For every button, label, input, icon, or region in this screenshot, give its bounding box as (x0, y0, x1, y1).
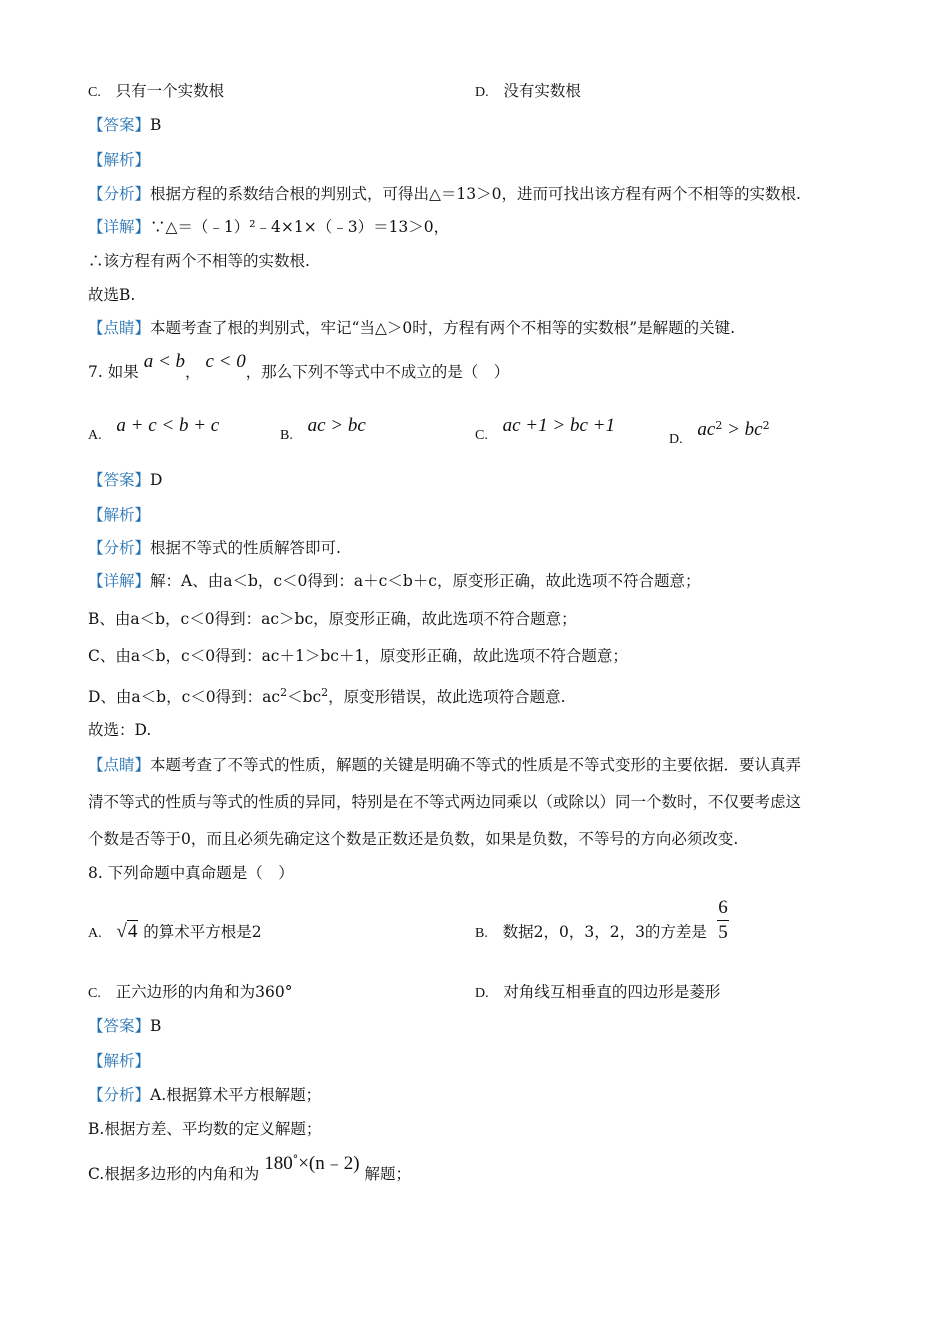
math-180: 180 (264, 1153, 293, 1175)
q8-line-c (88, 1153, 412, 1184)
q7-option-c (475, 415, 615, 443)
answer-tag: 【答案】 (88, 116, 151, 134)
option-letter: D. (475, 85, 489, 100)
q7-dianjing-1 (88, 755, 801, 775)
q7-line-c: C、由a＜b，c＜0得到：ac＋1＞bc＋1，原变形正确，故此选项不符合题意； (88, 647, 628, 665)
line-c-post: 解题； (364, 1165, 412, 1184)
option-text: 正六边形的内角和为360° (115, 983, 293, 1001)
fraction-bar (717, 920, 729, 921)
analysis-tag: 【解析】 (88, 151, 151, 169)
xiangjie-text: 解：A、由a＜b，c＜0得到：a＋c＜b＋c，原变形正确，故此选项不符合题意； (150, 572, 701, 590)
option-letter: C. (88, 986, 101, 1001)
q8-option-a (88, 922, 262, 944)
option-text: 只有一个实数根 (115, 82, 225, 100)
q8-option-d (475, 982, 720, 1004)
xiangjie-tag: 【详解】 (88, 218, 151, 236)
answer-value: B (150, 1017, 162, 1035)
q6-xiangjie (88, 217, 449, 237)
option-expr-b: > bc (722, 419, 763, 441)
q7-dianjing-2: 清不等式的性质与等式的性质的异同，特别是在不等式两边同乘以（或除以）同一个数时，不仅要考虑这 (88, 793, 802, 811)
option-expr: a + c < b + c (116, 415, 220, 436)
line-d-c: ，原变形错误，故此选项符合题意. (328, 688, 566, 707)
line-d-b: ＜bc (287, 688, 322, 707)
exponent: 2 (321, 686, 329, 699)
q7-stem (88, 351, 510, 382)
q6-fenxi (88, 184, 801, 204)
fenxi-tag: 【分析】 (88, 185, 151, 203)
sqrt-symbol: √ (116, 921, 127, 942)
answer-tag: 【答案】 (88, 1017, 151, 1035)
option-letter: D. (669, 432, 683, 448)
q8-answer (88, 1016, 161, 1036)
exponent: 2 (715, 419, 723, 432)
q8-line-b: B.根据方差、平均数的定义解题； (88, 1120, 322, 1138)
exponent: 2 (280, 686, 288, 699)
option-letter: B. (475, 926, 488, 941)
q7-option-d (669, 416, 770, 448)
q6-option-d (475, 81, 581, 103)
q6-conclusion: ∴该方程有两个不相等的实数根. (88, 252, 310, 270)
option-letter: C. (88, 85, 101, 100)
dianjing-tag: 【点睛】 (88, 319, 151, 337)
degree-symbol: ° (292, 1153, 299, 1166)
option-expr: ac > bc (307, 415, 366, 436)
question-number: 7. (88, 363, 103, 381)
dianjing-tag: 【点睛】 (88, 756, 151, 774)
answer-tag: 【答案】 (88, 471, 151, 489)
q8-fraction (717, 898, 729, 943)
fenxi-text: 根据方程的系数结合根的判别式，可得出△＝13＞0，进而可找出该方程有两个不相等的实数根. (150, 185, 801, 203)
math-rest: ×(n﹣2) (298, 1153, 360, 1175)
answer-value: B (150, 116, 162, 134)
option-letter: D. (475, 986, 489, 1001)
q8-option-b (475, 922, 707, 944)
q7-option-b (280, 415, 366, 443)
dianjing-text: 本题考查了不等式的性质，解题的关键是明确不等式的性质是不等式变形的主要依据．要认真弄 (150, 756, 802, 774)
fraction-denominator: 5 (718, 922, 728, 943)
q8-fenxi (88, 1085, 321, 1105)
fenxi-tag: 【分析】 (88, 1086, 151, 1104)
analysis-tag: 【解析】 (88, 1052, 151, 1070)
q7-choose: 故选：D. (88, 721, 152, 739)
stem-pre: 如果 (107, 363, 139, 381)
condition-1: a < b (143, 351, 186, 372)
option-text: 的算术平方根是2 (143, 923, 262, 941)
option-text: 对角线互相垂直的四边形是菱形 (503, 983, 721, 1001)
stem-text: 下列命题中真命题是（ ） (107, 864, 294, 882)
fenxi-text: 根据不等式的性质解答即可. (150, 539, 341, 557)
q7-dianjing-3: 个数是否等于0，而且必须先确定这个数是正数还是负数，如果是负数，不等号的方向必须改变. (88, 830, 739, 848)
option-letter: C. (475, 428, 488, 443)
q7-line-b: B、由a＜b，c＜0得到：ac＞bc，原变形正确，故此选项不符合题意； (88, 610, 577, 628)
stem-post: ，那么下列不等式中不成立的是（ ） (245, 363, 510, 381)
q8-option-c (88, 982, 292, 1004)
fenxi-text: A.根据算术平方根解题； (150, 1086, 322, 1104)
q6-choose: 故选B. (88, 286, 136, 304)
q7-answer (88, 470, 162, 490)
q8-analysis-heading (88, 1051, 150, 1071)
radicand: 4 (127, 921, 138, 942)
q7-analysis-heading (88, 505, 150, 525)
dianjing-text: 本题考查了根的判别式，牢记“当△＞0时，方程有两个不相等的实数根”是解题的关键. (150, 319, 736, 337)
option-expr: ac +1 > bc +1 (502, 415, 615, 436)
separator: ， (185, 363, 201, 381)
exponent: 2 (762, 419, 770, 432)
q6-option-c (88, 81, 224, 103)
xiangjie-tag: 【详解】 (88, 572, 151, 590)
option-letter: A. (88, 926, 102, 941)
q7-xiangjie (88, 571, 700, 591)
question-number: 8. (88, 864, 103, 882)
option-letter: A. (88, 428, 102, 443)
q7-fenxi (88, 538, 341, 558)
option-letter: B. (280, 428, 293, 443)
line-c-pre: C.根据多边形的内角和为 (88, 1165, 260, 1184)
q8-stem (88, 863, 294, 883)
xiangjie-text: ∵△＝（﹣1）²﹣4×1×（﹣3）＝13＞0， (150, 218, 450, 236)
answer-value: D (150, 471, 163, 489)
fraction-numerator: 6 (718, 897, 728, 918)
q6-analysis-heading (88, 150, 150, 170)
condition-2: c < 0 (205, 351, 246, 372)
q6-dianjing (88, 318, 735, 338)
analysis-tag: 【解析】 (88, 506, 151, 524)
line-d-a: D、由a＜b，c＜0得到：ac (88, 688, 281, 707)
fenxi-tag: 【分析】 (88, 539, 151, 557)
q7-option-a (88, 415, 220, 443)
q7-line-d (88, 683, 566, 707)
option-expr-a: ac (697, 419, 716, 441)
q6-answer (88, 115, 161, 135)
option-text: 没有实数根 (503, 82, 581, 100)
option-text: 数据2，0，3，2，3的方差是 (502, 923, 707, 941)
